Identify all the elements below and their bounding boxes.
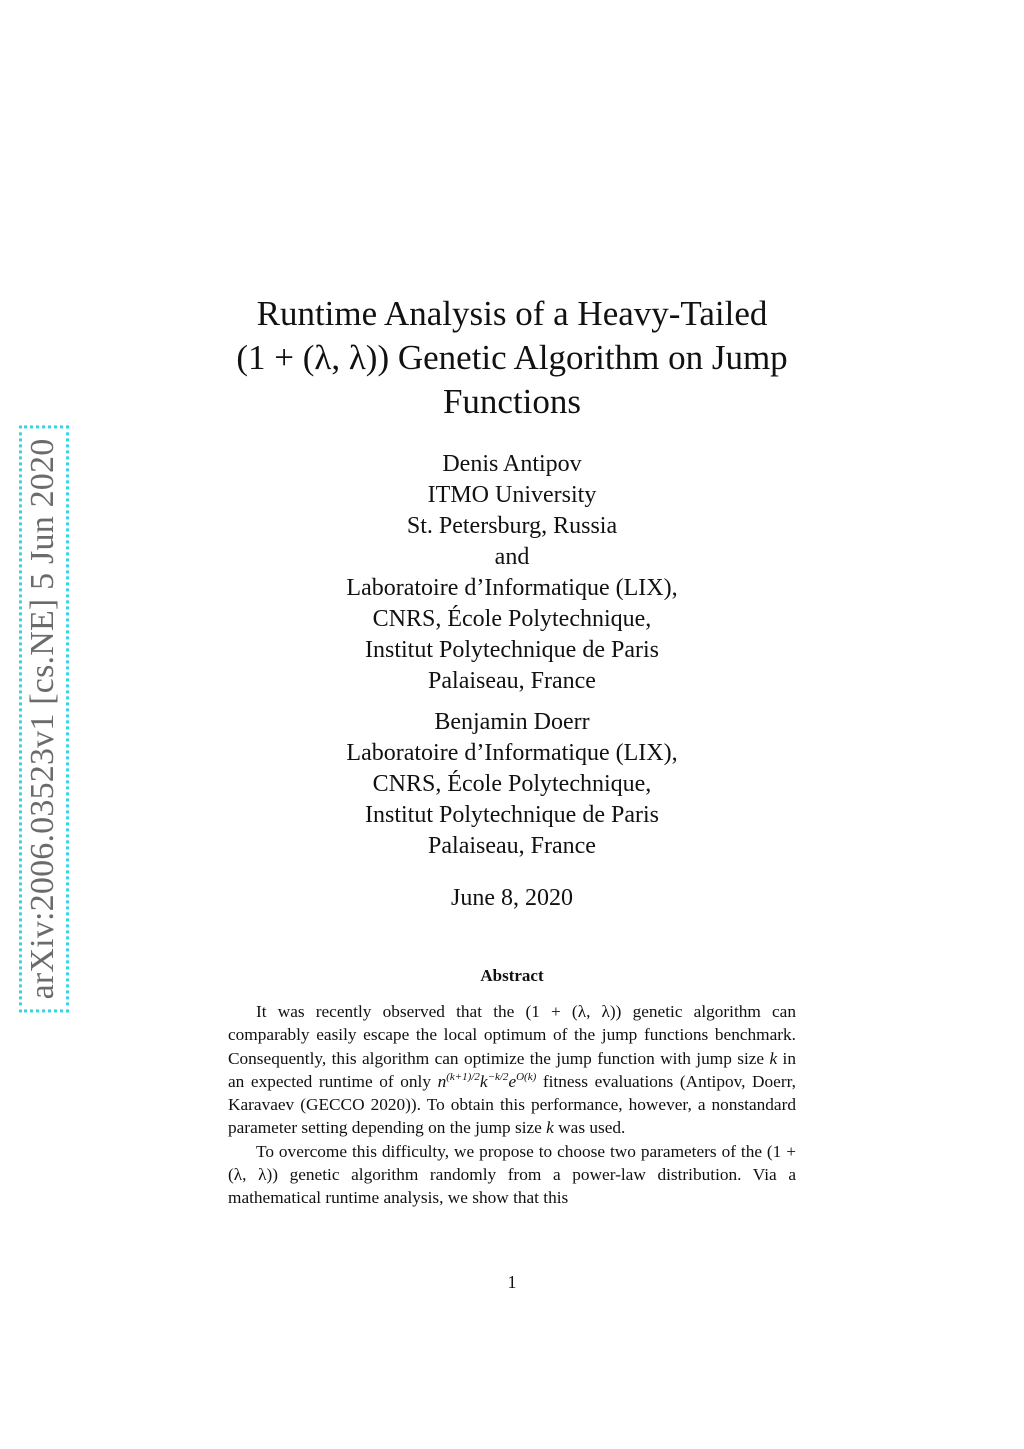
math-exponent: O(k) [516, 1070, 537, 1083]
math-n: n [437, 1071, 447, 1091]
affiliation-line: Institut Polytechnique de Paris [365, 637, 659, 663]
abstract-text: in an expected runtime of only [228, 1048, 796, 1091]
abstract-paragraph-1 [228, 1000, 796, 1140]
affiliation-line: and [494, 544, 530, 570]
title-line-2: (1 + (λ, λ)) Genetic Algorithm on Jump [236, 338, 788, 377]
abstract-text: It was recently observed that the (1 + (λ, λ)) genetic algorithm can comparably easily escape the local optimum of the jump functions benchmark. Consequently, this algorithm can optimize the jump function with jump size [228, 1002, 796, 1068]
affiliation-line: Palaiseau, France [428, 668, 596, 694]
abstract-heading: Abstract [480, 966, 544, 985]
publication-date: June 8, 2020 [451, 885, 573, 911]
abstract-text: fitness evaluations (Antipov, Doerr, Karavaev (GECCO 2020)). To obtain this performance, however, a nonstandard parameter setting depending on the jump size [228, 1071, 796, 1138]
math-exponent: (k+1)/2 [446, 1070, 480, 1083]
author-name: Benjamin Doerr [434, 709, 590, 735]
title-line-3: Functions [442, 382, 582, 421]
math-e: e [508, 1071, 517, 1091]
paper-title [200, 292, 824, 424]
affiliation-line: Institut Polytechnique de Paris [365, 802, 659, 828]
abstract-body [228, 1000, 796, 1210]
affiliation-line: Palaiseau, France [428, 833, 596, 859]
abstract-paragraph-2: To overcome this difficulty, we propose to choose two parameters of the (1 + (λ, λ)) genetic algorithm randomly from a power-law distribution. Via a mathematical runtime analysis, we show that this [228, 1141, 796, 1208]
author-name: Denis Antipov [442, 451, 582, 477]
page-number: 1 [507, 1272, 517, 1292]
abstract-text: was used. [553, 1118, 626, 1138]
affiliation-line: Laboratoire d’Informatique (LIX), [346, 740, 678, 766]
author-block-antipov [212, 449, 812, 697]
affiliation-line: St. Petersburg, Russia [406, 513, 618, 539]
title-line-1: Runtime Analysis of a Heavy-Tailed [256, 294, 768, 333]
math-k: k [479, 1071, 488, 1091]
math-exponent: −k/2 [487, 1070, 509, 1083]
affiliation-line: ITMO University [427, 482, 597, 508]
author-list [212, 449, 812, 872]
author-block-doerr [212, 707, 812, 862]
affiliation-line: CNRS, École Polytechnique, [372, 771, 652, 797]
affiliation-line: Laboratoire d’Informatique (LIX), [346, 575, 678, 601]
arxiv-identifier-stamp: arXiv:2006.03523v1 [cs.NE] 5 Jun 2020 [19, 426, 69, 1013]
math-k: k [769, 1048, 778, 1068]
affiliation-line: CNRS, École Polytechnique, [372, 606, 652, 632]
math-k: k [546, 1118, 554, 1138]
